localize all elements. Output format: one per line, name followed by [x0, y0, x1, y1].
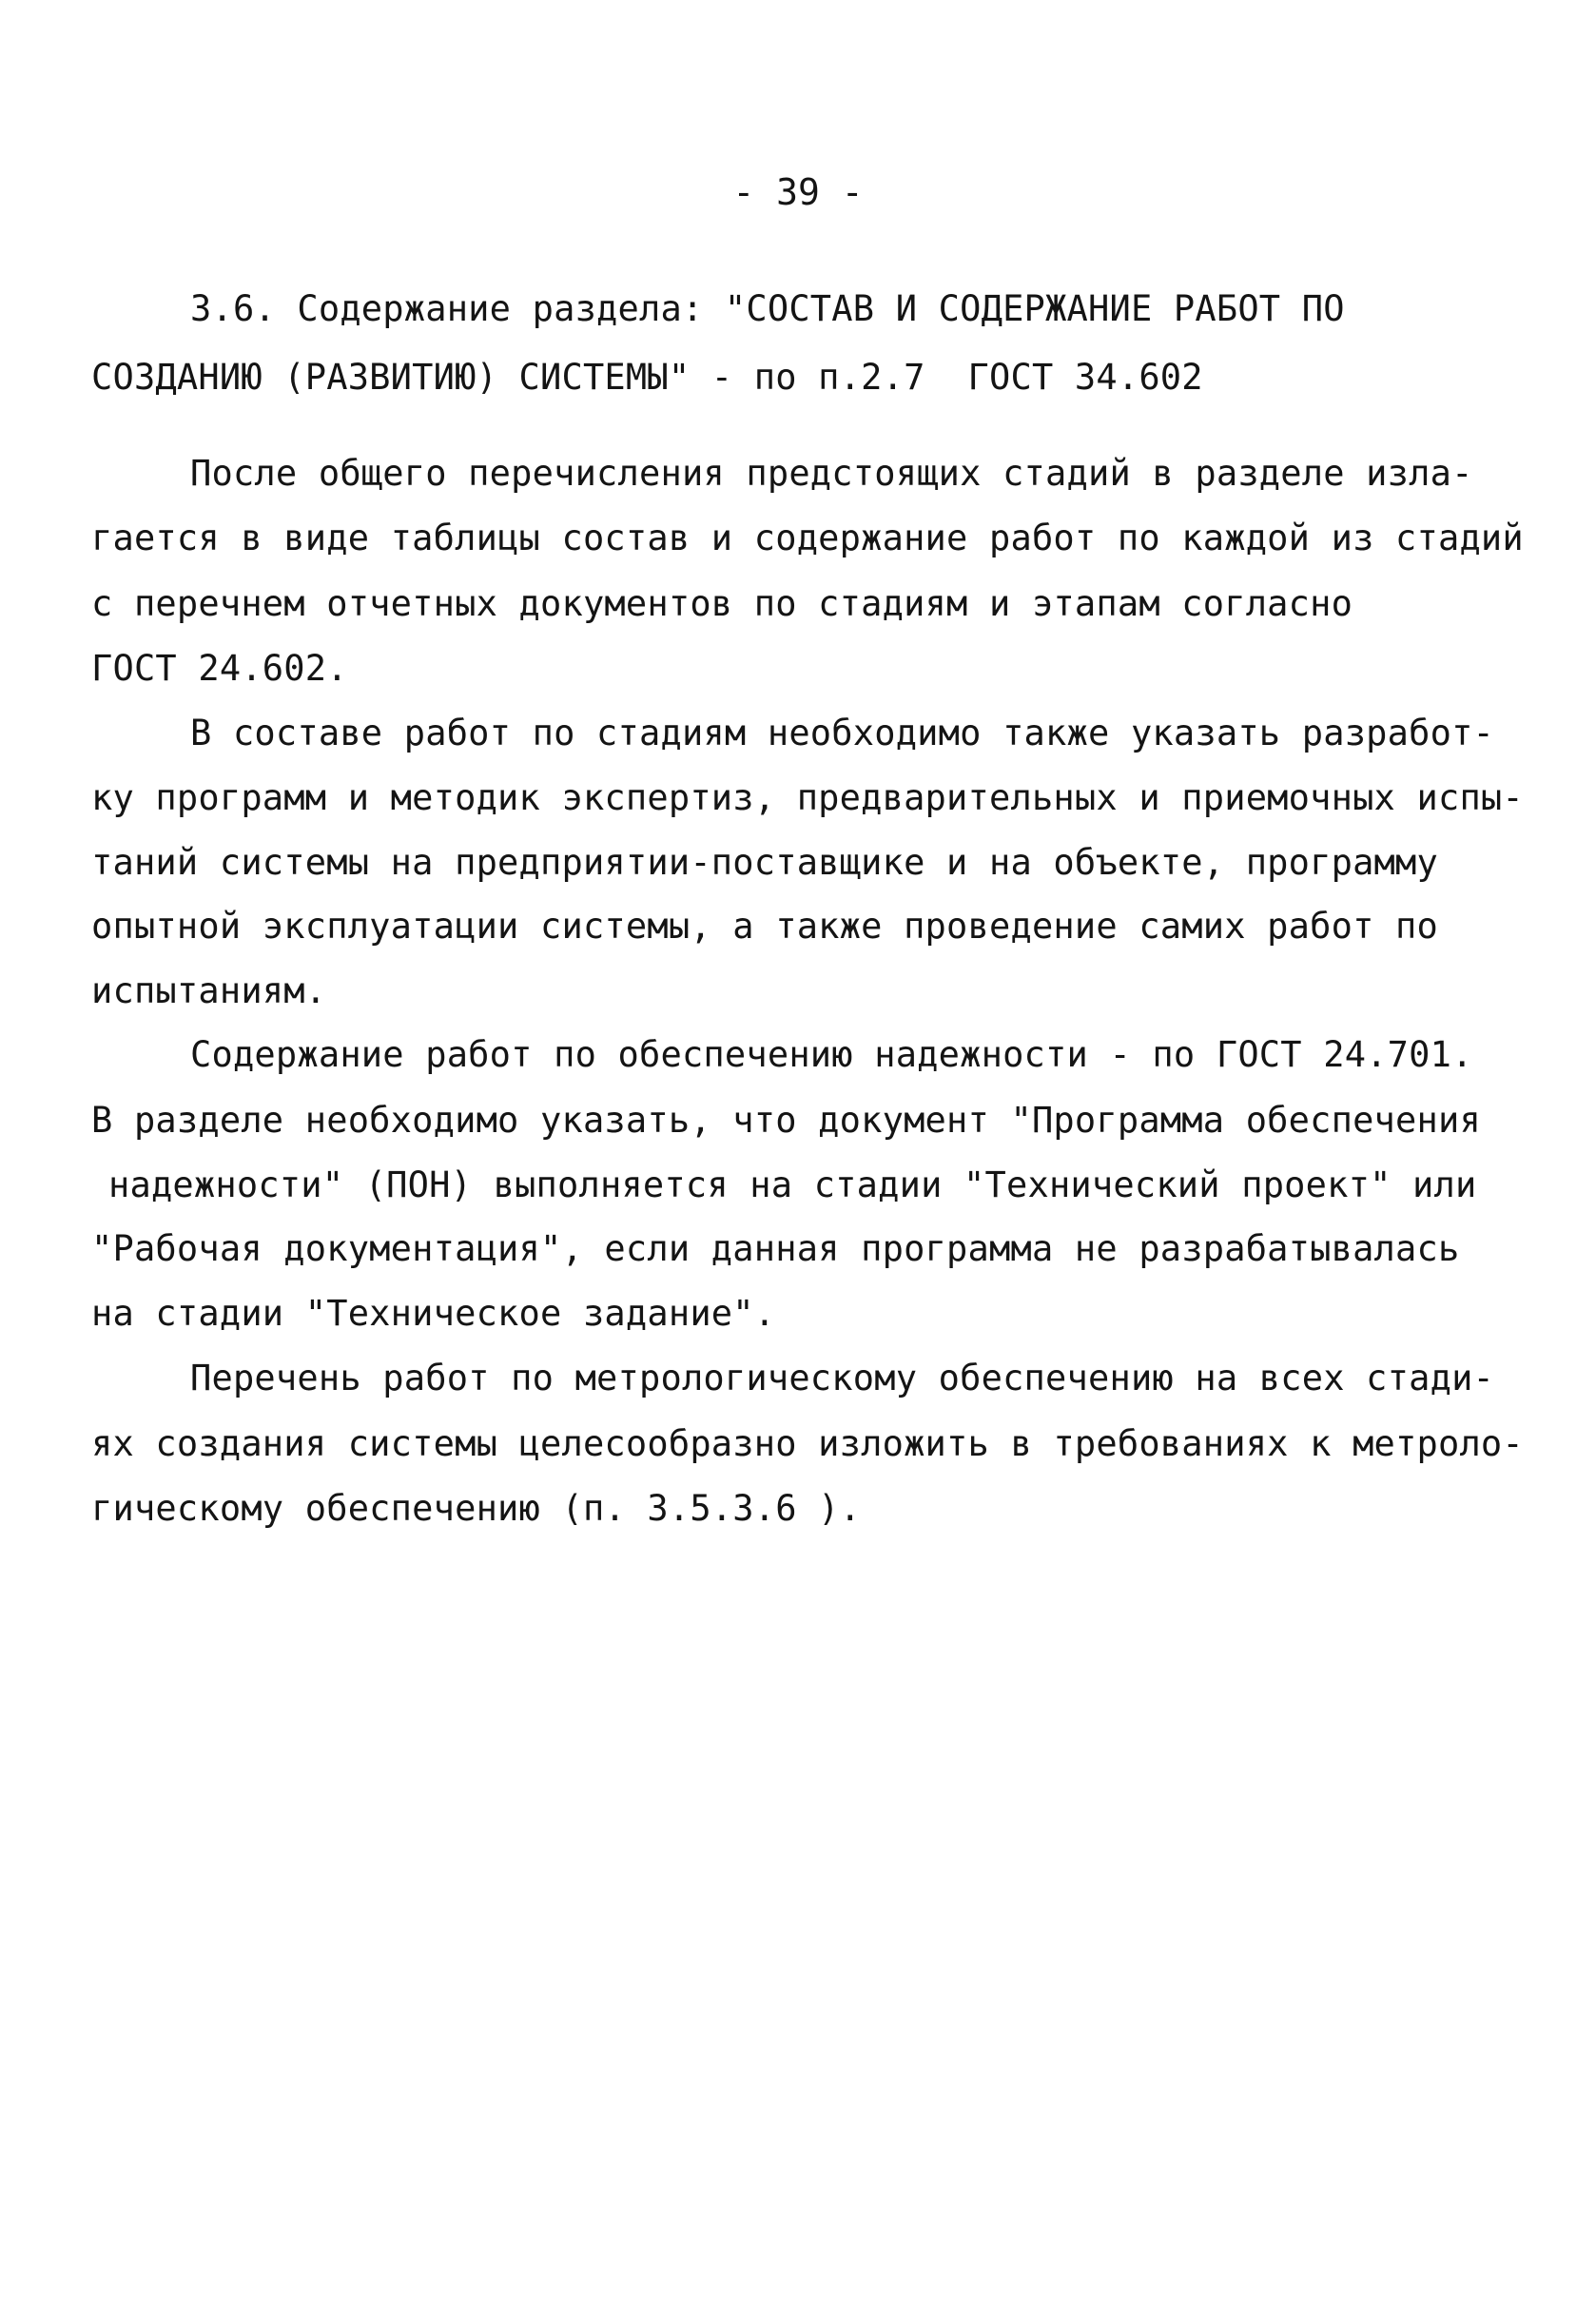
paragraph-1-line-3: с перечнем отчетных документов по стадиям и этапам согласно — [91, 583, 1353, 624]
paragraph-3-line-4: "Рабочая документация", если данная программа не разрабатывалась — [91, 1228, 1460, 1269]
paragraph-3-line-2: В разделе необходимо указать, что документ "Программа обеспечения — [91, 1100, 1481, 1141]
section-heading-line-1: 3.6. Содержание раздела: "СОСТАВ И СОДЕРЖАНИЕ РАБОТ ПО — [190, 288, 1345, 329]
paragraph-1-line-4: ГОСТ 24.602. — [91, 648, 348, 689]
paragraph-2-line-5: испытаниям. — [91, 970, 327, 1011]
paragraph-2-line-2: ку программ и методик экспертиз, предварительных и приемочных испы- — [91, 777, 1524, 818]
section-heading-line-2: СОЗДАНИЮ (РАЗВИТИЮ) СИСТЕМЫ" - по п.2.7 ГОСТ 34.602 — [91, 357, 1203, 398]
paragraph-4-line-3: гическому обеспечению (п. 3.5.3.6 ). — [91, 1488, 862, 1529]
paragraph-4-line-1: Перечень работ по метрологическому обеспечению на всех стади- — [190, 1358, 1495, 1398]
paragraph-3-line-5: на стадии "Техническое задание". — [91, 1293, 776, 1334]
page-number: - 39 - — [732, 171, 864, 213]
paragraph-2-line-1: В составе работ по стадиям необходимо также указать разработ- — [190, 713, 1495, 753]
paragraph-2-line-4: опытной эксплуатации системы, а также проведение самих работ по — [91, 906, 1438, 947]
paragraph-1-line-2: гается в виде таблицы состав и содержание работ по каждой из стадий — [91, 518, 1524, 558]
paragraph-2-line-3: таний системы на предприятии-поставщике и на объекте, программу — [91, 842, 1438, 883]
paragraph-3-line-1: Содержание работ по обеспечению надежности - по ГОСТ 24.701. — [190, 1034, 1473, 1075]
paragraph-3-line-3: надежности" (ПОН) выполняется на стадии "Технический проект" или — [108, 1164, 1477, 1205]
paragraph-1-line-1: После общего перечисления предстоящих стадий в разделе изла- — [190, 453, 1473, 494]
paragraph-4-line-2: ях создания системы целесообразно изложить в требованиях к метроло- — [91, 1423, 1524, 1464]
